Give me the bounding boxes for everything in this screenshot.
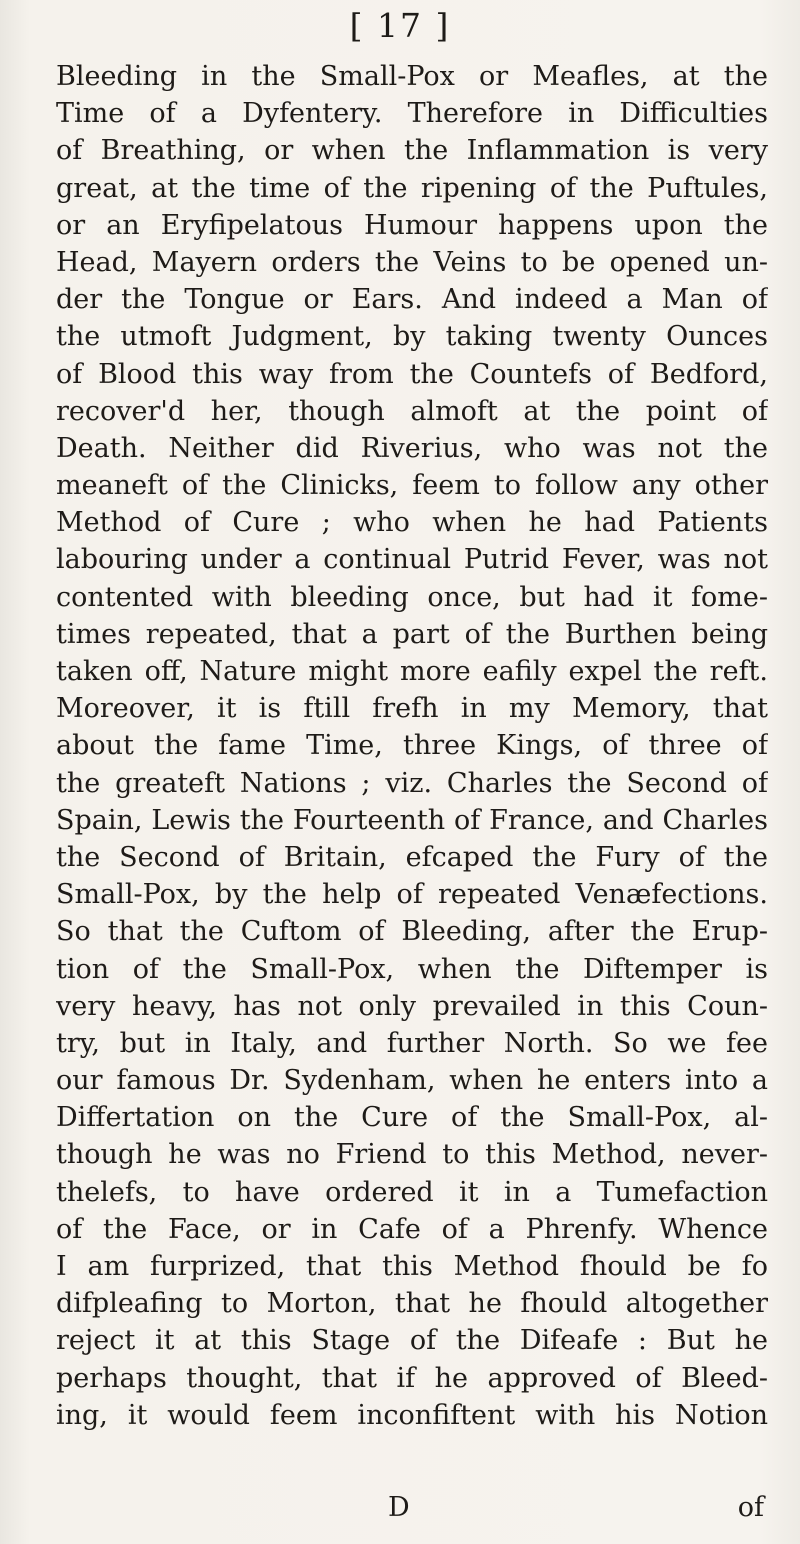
- text-line: the utmoft Judgment, by taking twenty Ounces: [56, 321, 768, 353]
- text-line: Head, Mayern orders the Veins to be opened un-: [56, 246, 768, 278]
- text-line: I am furprized, that this Method fhould be fo: [56, 1251, 768, 1282]
- catchword: of: [737, 1492, 764, 1523]
- text-line: our famous Dr. Sydenham, when he enters into a: [56, 1065, 768, 1097]
- text-line: recover'd her, though almoft at the point of: [56, 395, 768, 427]
- text-line: ing, it would feem inconfiftent with his Notion: [56, 1399, 768, 1431]
- text-line: thelefs, to have ordered it in a Tumefaction: [56, 1176, 768, 1208]
- text-line: about the fame Time, three Kings, of three of: [56, 730, 768, 762]
- text-line: difpleafing to Morton, that he fhould altogether: [56, 1288, 768, 1320]
- text-line: Differtation on the Cure of the Small-Pox, al-: [56, 1102, 768, 1134]
- text-line: the greateft Nations ; viz. Charles the Second of: [56, 767, 768, 799]
- text-line: or an Eryfipelatous Humour happens upon the: [56, 209, 768, 241]
- text-line: taken off, Nature might more eafily expel the reft.: [56, 656, 768, 687]
- text-line: Moreover, it is ftill frefh in my Memory, that: [56, 693, 768, 725]
- text-line: der the Tongue or Ears. And indeed a Man of: [56, 284, 768, 316]
- text-line: Bleeding in the Small-Pox or Meafles, at the: [56, 61, 768, 92]
- text-line: perhaps thought, that if he approved of Bleed-: [56, 1362, 768, 1394]
- text-line: of the Face, or in Cafe of a Phrenfy. Whence: [56, 1213, 768, 1245]
- page-number: [ 17 ]: [349, 6, 451, 45]
- text-line: Small-Pox, by the help of repeated Venæfections.: [56, 879, 768, 911]
- text-line: contented with bleeding once, but had it fome-: [56, 581, 768, 613]
- text-line: of Breathing, or when the Inflammation is very: [56, 135, 768, 167]
- text-line: very heavy, has not only prevailed in this Coun-: [56, 990, 768, 1022]
- text-line: great, at the time of the ripening of the Puftules,: [56, 172, 768, 204]
- text-line: Death. Neither did Riverius, who was not the: [56, 432, 768, 464]
- text-line: meaneft of the Clinicks, feem to follow any other: [56, 470, 768, 502]
- text-line: of Blood this way from the Countefs of Bedford,: [56, 358, 768, 390]
- text-line: though he was no Friend to this Method, never-: [56, 1139, 768, 1171]
- text-line: the Second of Britain, efcaped the Fury of the: [56, 841, 768, 873]
- text-line: Method of Cure ; who when he had Patients: [56, 507, 768, 539]
- text-line: Spain, Lewis the Fourteenth of France, and Charles: [56, 804, 768, 836]
- text-line: So that the Cuftom of Bleeding, after the Erup-: [56, 916, 768, 948]
- signature-mark: D: [388, 1492, 410, 1523]
- text-line: times repeated, that a part of the Burthen being: [56, 618, 768, 650]
- text-line: try, but in Italy, and further North. So we fee: [56, 1027, 768, 1059]
- text-line: labouring under a continual Putrid Fever, was not: [56, 544, 768, 576]
- body-text: [56, 58, 768, 1434]
- text-line: tion of the Small-Pox, when the Diftemper is: [56, 953, 768, 985]
- text-line: Time of a Dyfentery. Therefore in Difficulties: [56, 98, 768, 130]
- page-footer: [56, 1488, 768, 1528]
- text-line: reject it at this Stage of the Difeafe : But he: [56, 1325, 768, 1357]
